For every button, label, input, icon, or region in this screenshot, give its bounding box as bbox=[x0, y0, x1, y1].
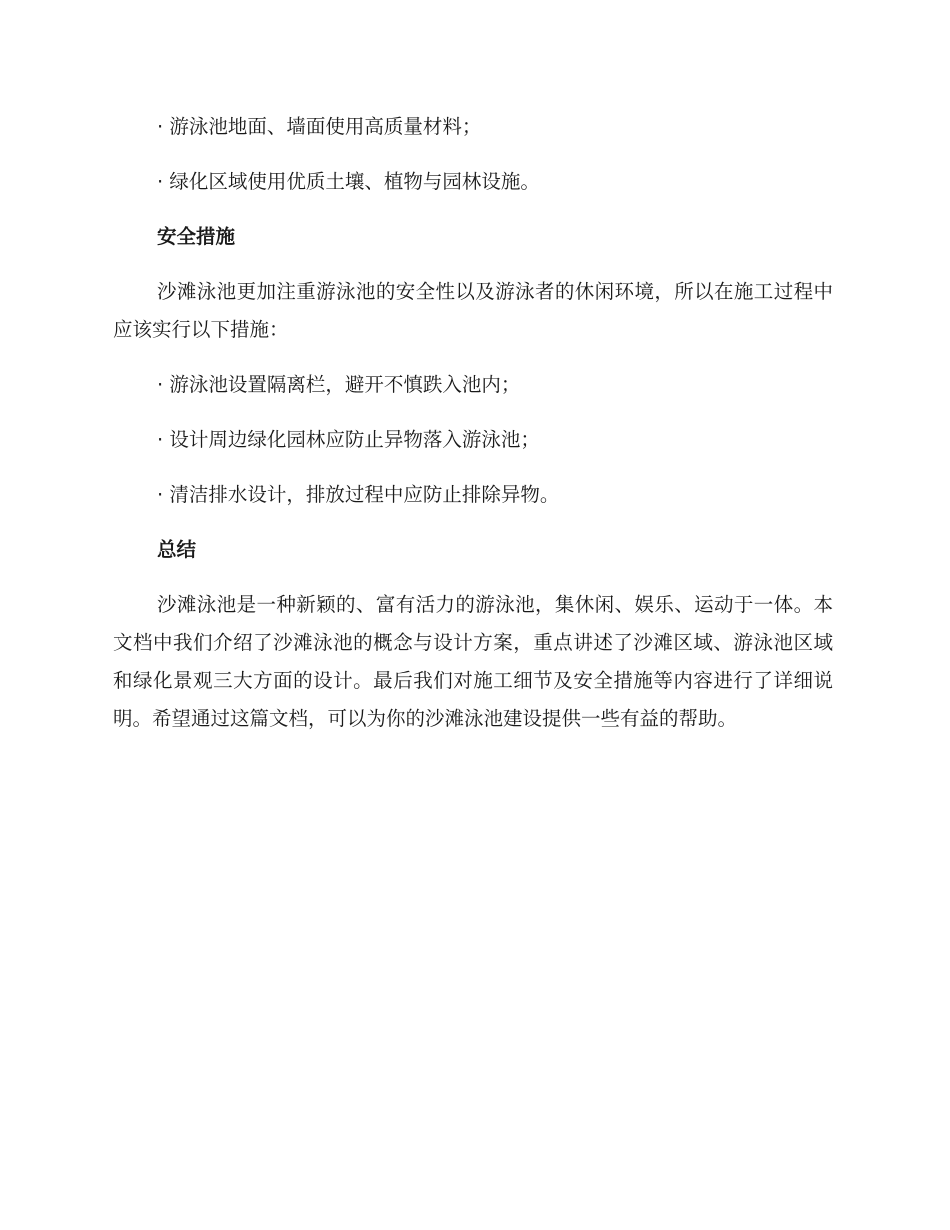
safety-intro-paragraph: 沙滩泳池更加注重游泳池的安全性以及游泳者的休闲环境，所以在施工过程中应该实行以下措施： bbox=[113, 280, 833, 341]
list-item: · 游泳池地面、墙面使用高质量材料； bbox=[157, 115, 482, 138]
section-heading-summary: 总结 bbox=[157, 538, 197, 561]
list-item: · 游泳池设置隔离栏，避开不慎跌入池内； bbox=[157, 373, 521, 396]
list-item: · 清洁排水设计，排放过程中应防止排除异物。 bbox=[157, 483, 560, 506]
list-item: · 绿化区域使用优质土壤、植物与园林设施。 bbox=[157, 170, 540, 193]
section-heading-safety: 安全措施 bbox=[157, 225, 236, 248]
list-item: · 设计周边绿化园林应防止异物落入游泳池； bbox=[157, 428, 540, 451]
summary-paragraph: 沙滩泳池是一种新颖的、富有活力的游泳池，集休闲、娱乐、运动于一体。本文档中我们介绍了沙滩泳池的概念与设计方案，重点讲述了沙滩区域、游泳池区域和绿化景观三大方面的设计。最后我们对施工细节及安全措施等内容进行了详细说明。希望通过这篇文档，可以为你的沙滩泳池建设提供一些有益的帮助。 bbox=[113, 593, 833, 730]
document-content bbox=[113, 108, 833, 755]
